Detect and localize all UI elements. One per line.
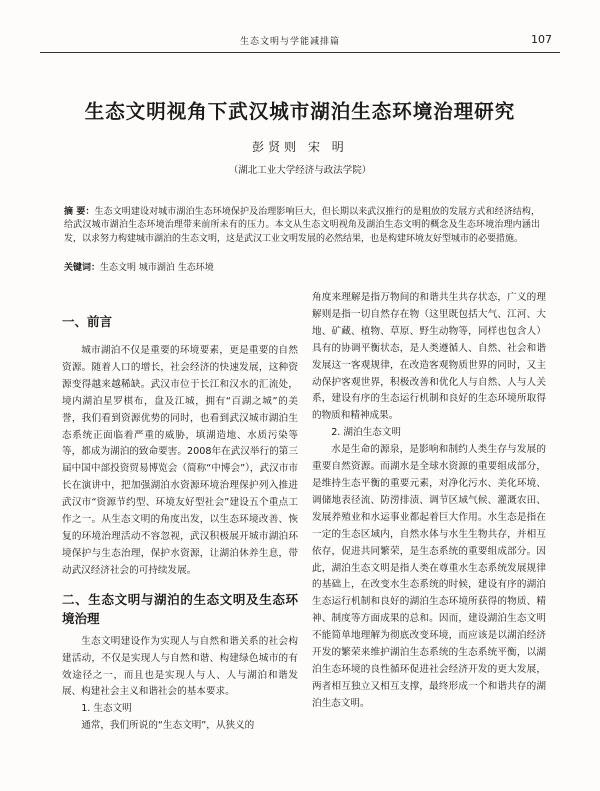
section-paragraph: 生态文明建设作为实现人与自然和谐关系的社会构建活动，不仅是实现人与自然和谐、构建绿色城市的有效途径之一，而且也是实现人与人、人与湖泊和谐发展、构建社会主义和谐社会的基本要求。 (62, 635, 298, 698)
section-paragraph: 水是生命的源泉，是影响和制约人类生存与发展的重要自然资源。而湖水是全球水资源的重要组成部分，是维持生态平衡的重要元素，对净化污水、美化环境、调储地表径流、防涝排渍、调节区域气候、灌溉农田、发展养殖业和水运事业都起着巨大作用。水生态是指在一定的生态区域内，自然水体与水生生物共存，并相互依存，促进共同繁荣，是生态系统的重要组成部分。因此，湖泊生态文明是指人类在尊重水生态系统发展规律的基础上，在改变水生态系统的时候，建设有序的湖泊生态运行机制和良好的湖泊生态环境所获得的物质、精神、制度等方面成果的总和。因而，建设湖泊生态文明不能简单地理解为彻底改变环境，而应该是以湖泊经济开发的繁荣来维护湖泊生态系统的生态系统平衡，以湖泊生态环境的良性循环促进社会经济开发的更大发展，两者相互独立又相互支撑，最终形成一个和谐共存的湖泊生态文明。 (312, 444, 546, 709)
running-title: 生态文明与学能减排篇 (240, 37, 341, 47)
page-number: 107 (531, 33, 552, 46)
right-column (312, 290, 546, 713)
header-rule (40, 52, 560, 53)
keywords-label: 关键词： (64, 263, 101, 273)
abstract (64, 206, 540, 246)
article-authors: 彭贤则 宋 明 (252, 140, 348, 154)
author-affiliation: （湖北工业大学经济与政法学院） (228, 165, 372, 176)
subsection-heading: 1. 生态文明 (81, 703, 132, 715)
abstract-label: 摘 要： (64, 207, 95, 217)
left-column (62, 312, 298, 735)
keywords-text: 生态文明 城市湖泊 生态环境 (100, 263, 214, 273)
running-header (40, 34, 560, 50)
keywords (64, 260, 540, 273)
section-heading-intro: 一、前言 (62, 314, 113, 329)
abstract-text: 生态文明建设对城市湖泊生态环境保护及治理影响巨大，但长期以来武汉推行的是粗放的发展方式和经济结构，给武汉城市湖泊生态环境治理带来前所未有的压力。本文从生态文明视角及湖泊生态文明的概念及生态环境治理内涵出发，以求努力构建城市湖泊的生态文明，这是武汉工业文明发展的必然结果，也是构建环境友好型城市的必要措施。 (64, 207, 540, 244)
section-paragraph: 角度来理解是指万物间的和谐共生共存状态，广义的理解则是指一切自然存在物（这里既包括大气、江河、大地、矿藏、植物、草原、野生动物等，同样也包含人）具有的协调平衡状态，是人类遵循人、自然、社会和谐发展这一客观规律，在改造客观物质世界的同时，又主动保护客观世界，积极改善和优化人与自然、人与人关系，建设有序的生态运行机制和良好的生态环境所取得的物质和精神成果。 (312, 292, 546, 422)
section-paragraph: 城市湖泊不仅是重要的环境要素，更是重要的自然资源。随着人口的增长，社会经济的快速发展，这种资源变得越来越稀缺。武汉市位于长江和汉水的汇流处，境内湖泊星罗棋布，盘及江城，拥有“百湖之城”的美誉，我们看到资源优势的同时，也看到武汉城市湖泊生态系统正面临着严重的威胁，填湖造地、水质污染等等，都成为湖泊的致命要害。2008年在武汉举行的第三届中国中部投资贸易博览会（简称“中博会”），武汉市市长在演讲中，把加强湖泊水资源环境治理保护列入推进武汉市“资源节约型、环境友好型社会”建设五个重点工作之一。从生态文明的角度出发，以生态环境改善、恢复的环境治理活动不容忽视，武汉积极展开城市湖泊环境保护与生态治理，保护水资源，让湖泊休养生息，带动武汉经济社会的可持续发展。 (62, 345, 298, 576)
article-title: 生态文明视角下武汉城市湖泊生态环境治理研究 (84, 100, 516, 123)
subsection-heading: 2. 湖泊生态文明 (331, 427, 401, 439)
section-heading-ecological-civilization: 二、生态文明与湖泊的生态文明及生态环境治理 (62, 591, 298, 626)
section-paragraph: 通常，我们所说的“生态文明”，从狭义的 (81, 720, 255, 732)
